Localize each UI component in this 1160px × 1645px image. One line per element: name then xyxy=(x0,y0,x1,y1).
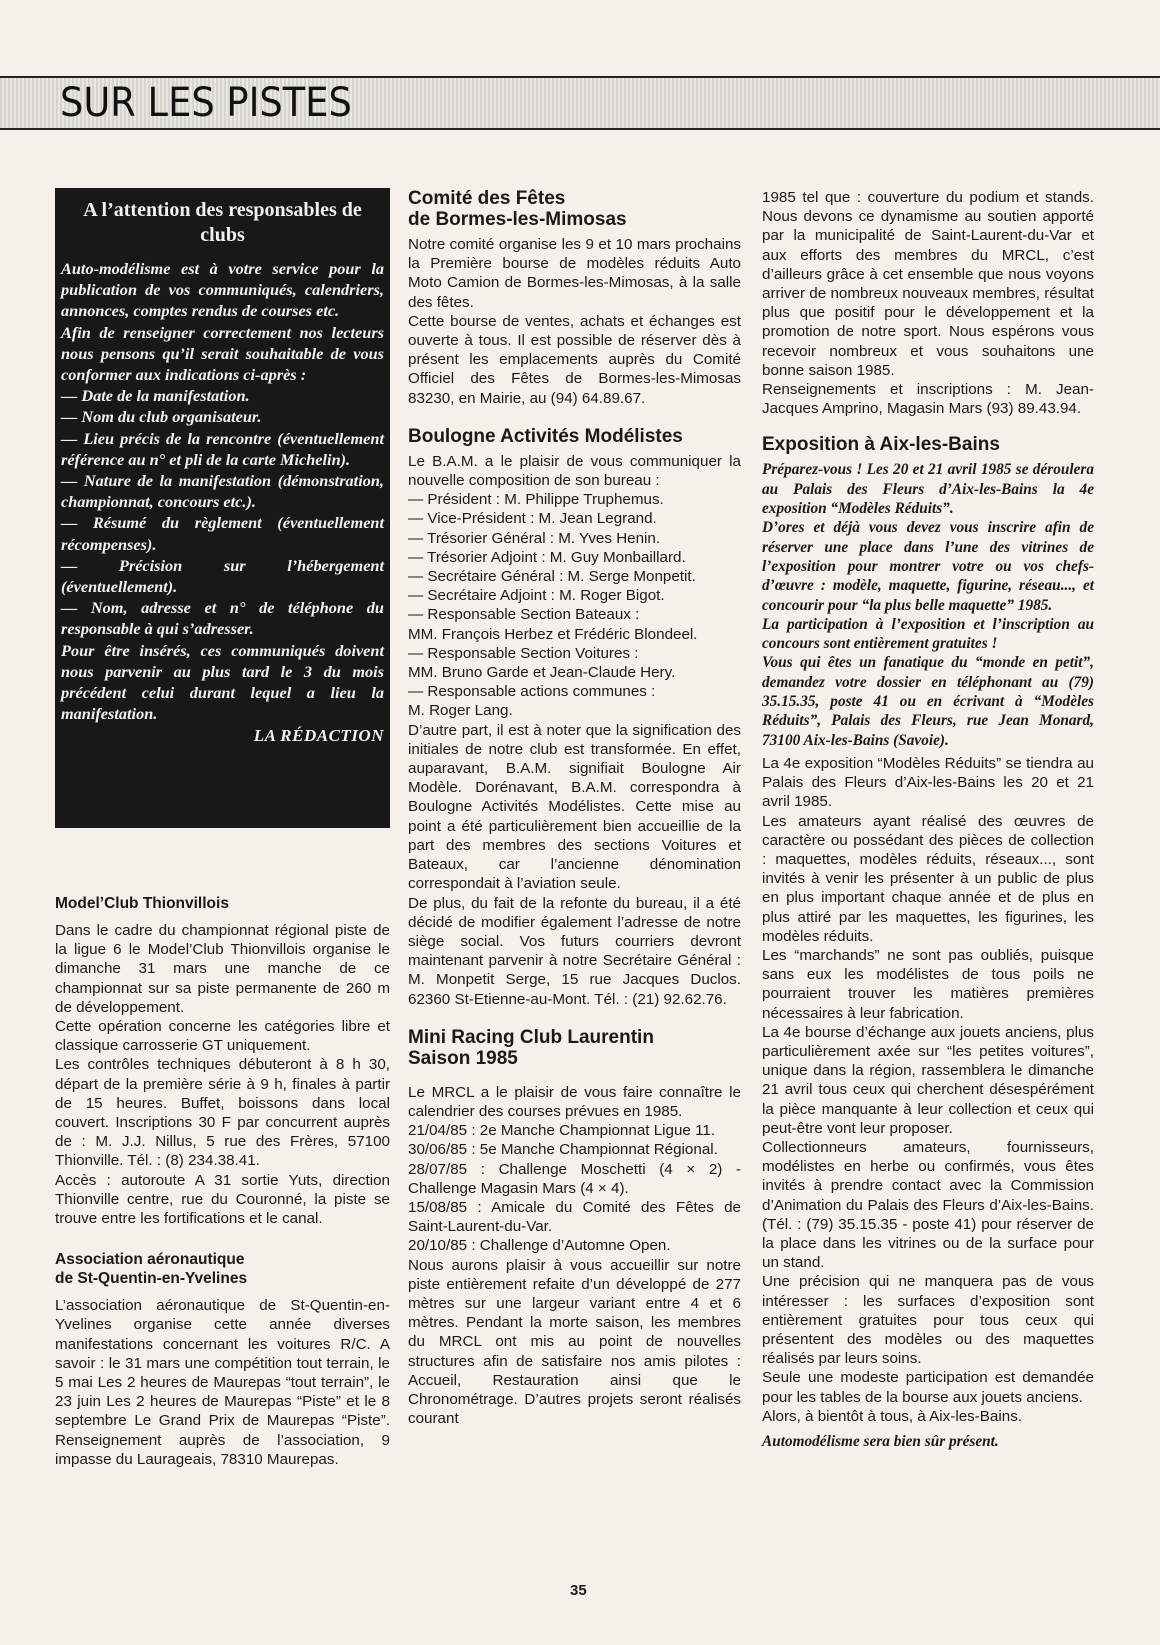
article-paragraph: Cette opération concerne les catégories libre et classique carrosserie GT uniquement. xyxy=(55,1018,390,1055)
list-item: MM. François Herbez et Frédéric Blondeel. xyxy=(408,625,698,643)
article-paragraph: Nous aurons plaisir à vous accueillir sur notre piste entièrement refaite d’un développé de 277 mètres sur une largeur variant entre 4 et 6 mètres. Pendant la morte saison, les membres du MRCL ont mis au point de nouvelles structures afin de satisfaire nos amis pilotes : Accueil, Restauration ainsi que le Chronométrage. D’autres projets seront réalisés courant xyxy=(408,1256,741,1428)
list-item: — Trésorier Général : M. Yves Henin. xyxy=(408,529,661,547)
article-paragraph: Les amateurs ayant réalisé des œuvres de caractère ou possédant des pièces de collection : maquettes, modèles réduits, réseaux..., sont invités à venir les présenter à un public de plus en plus important chaque année et de plus en plus attiré par les maquettes, les figurines, les modèles réduits. xyxy=(762,812,1094,945)
article-st-quentin xyxy=(55,1250,390,1469)
column-left xyxy=(55,188,390,1483)
notice-item: — Date de la manifestation. xyxy=(61,386,250,406)
notice-item: — Précision sur l’hébergement (éventuellement). xyxy=(61,555,384,597)
article-paragraph: Le MRCL a le plaisir de vous faire connaître le calendrier des courses prévues en 1985. xyxy=(408,1083,741,1120)
notice-item: — Nature de la manifestation (démonstration, championnat, concours etc.). xyxy=(61,471,384,512)
notice-paragraph: Afin de renseigner correctement nos lecteurs nous pensons qu’il serait souhaitable de vous conformer aux indications ci-après : xyxy=(61,322,384,385)
list-item: MM. Bruno Garde et Jean-Claude Hery. xyxy=(408,664,676,682)
article-paragraph: Une précision qui ne manquera pas de vous intéresser : les surfaces d’exposition sont entièrement gratuites pour tous ceux qui présentent des modèles ou des maquettes réalisés par leurs soins. xyxy=(762,1273,1094,1368)
calendar-entry: 20/10/85 : Challenge d’Automne Open. xyxy=(408,1237,671,1255)
notice-paragraph: Auto-modélisme est à votre service pour la publication de vos communiqués, calendriers, annonces, comptes rendus de courses etc. xyxy=(61,259,384,321)
article-closing: Automodélisme sera bien sûr présent. xyxy=(762,1433,999,1450)
article-paragraph: De plus, du fait de la refonte du bureau, il a été décidé de modifier également l’adresse de notre siège social. Vos futurs courriers devront maintenant parvenir à notre Secrétaire Général : M. Monpetit Serge, 15 rue Jacques Duclos. 62360 St-Etienne-au-Mont. Tél. : (21) 92.62.76. xyxy=(408,894,741,1008)
article-italic-paragraph: D’ores et déjà vous devez vous inscrire afin de réserver une place dans l’une des vitrines de l’exposition pour montrer votre ou vos chefs-d’œuvre : modèle, maquette, figurine, réseau..., et concourir pour “la plus belle maquette” 1985. xyxy=(762,519,1094,614)
article-italic-paragraph: La participation à l’exposition et l’inscription au concours sont entièrement gratuites ! xyxy=(762,615,1094,653)
notice-item: — Résumé du règlement (éventuellement récompenses). xyxy=(61,513,384,554)
article-heading: Saison 1985 xyxy=(408,1047,518,1069)
article-laurentin xyxy=(408,1027,741,1429)
list-item: — Secrétaire Adjoint : M. Roger Bigot. xyxy=(408,587,665,605)
article-paragraph: La 4e exposition “Modèles Réduits” se tiendra au Palais des Fleurs d’Aix-les-Bains les 20 et 21 avril 1985. xyxy=(762,754,1094,811)
article-paragraph: Le B.A.M. a le plaisir de vous communiquer la nouvelle composition de son bureau : xyxy=(408,452,741,490)
list-item: — Secrétaire Général : M. Serge Monpetit. xyxy=(408,568,696,586)
article-paragraph: Renseignements et inscriptions : M. Jean-Jacques Amprino, Magasin Mars (93) 89.43.94. xyxy=(762,381,1094,418)
article-heading: Boulogne Activités Modélistes xyxy=(408,425,683,447)
article-heading: Comité des Fêtes xyxy=(408,188,566,209)
article-heading: de St-Quentin-en-Yvelines xyxy=(55,1270,248,1288)
calendar-entry: 21/04/85 : 2e Manche Championnat Ligue 11. xyxy=(408,1122,716,1140)
article-paragraph: Notre comité organise les 9 et 10 mars prochains la Première bourse de modèles réduits Auto Moto Camion de Bormes-les-Mimosas, à la salle des fêtes. xyxy=(408,236,741,311)
notice-box xyxy=(55,188,390,828)
bureau-list xyxy=(408,490,741,720)
notice-paragraph: Pour être insérés, ces communiqués doivent nous parvenir au plus tard le 3 du mois précédent celui durant lequel a lieu la manifestation. xyxy=(61,640,384,724)
calendar-entry: 15/08/85 : Amicale du Comité des Fêtes de Saint-Laurent-du-Var. xyxy=(408,1198,741,1236)
article-laurentin-continued xyxy=(762,188,1094,418)
article-paragraph: L’association aéronautique de St-Quentin-en-Yvelines organise cette année diverses manifestations concernant les voitures R/C. A savoir : le 31 mars une compétition tout terrain, le 5 mai Les 2 heures de Maurepas “tout terrain”, le 23 juin Les 2 heures de Maurepas “Piste” et le 8 septembre Le Grand Prix de Maurepas “Piste”. Renseignement auprès de l’association, 9 impasse du Laurageais, 78310 Maurepas. xyxy=(55,1297,390,1468)
article-heading: Model’Club Thionvillois xyxy=(55,895,229,912)
article-paragraph: Accès : autoroute A 31 sortie Yuts, direction Thionville centre, rue du Couronné, la piste se trouve entre les fortifications et le canal. xyxy=(55,1171,390,1228)
section-header-band xyxy=(0,76,1160,130)
notice-signature: LA RÉDACTION xyxy=(253,726,384,746)
list-item: — Responsable Section Bateaux : xyxy=(408,606,640,624)
article-paragraph: Seule une modeste participation est demandée pour les tables de la bourse aux jouets anciens. xyxy=(762,1369,1094,1406)
article-paragraph: 1985 tel que : couverture du podium et stands. Nous devons ce dynamisme au soutien apporté par la municipalité de Saint-Laurent-du-Var et aux efforts des membres du MRCL, c’est d’ailleurs grâce à cet ensemble que nous voyons arriver de nombreux nouveaux membres, résultat plus que positif pour le développement et la promotion de notre sport. Nous espérons vous recevoir nombreux et vous souhaitons une bonne saison 1985. xyxy=(762,189,1094,379)
article-paragraph: Cette bourse de ventes, achats et échanges est ouverte à tous. Il est possible de réserver dès à présent les emplacements auprès du Comité Officiel des Fêtes de Bormes-les-Mimosas 83230, en Mairie, au (94) 64.89.67. xyxy=(408,312,741,407)
column-middle xyxy=(408,188,741,1442)
notice-item: — Nom, adresse et n° de téléphone du responsable à qui s’adresser. xyxy=(61,598,384,639)
article-bormes xyxy=(408,188,741,408)
list-item: — Trésorier Adjoint : M. Guy Monbaillard. xyxy=(408,548,686,566)
article-thionvillois xyxy=(55,894,390,1228)
article-heading: Exposition à Aix-les-Bains xyxy=(762,434,1000,456)
calendar-entry: 28/07/85 : Challenge Moschetti (4 × 2) - Challenge Magasin Mars (4 × 4). xyxy=(408,1160,741,1197)
section-title: SUR LES PISTES xyxy=(60,80,352,126)
notice-item: — Nom du club organisateur. xyxy=(61,407,262,427)
list-item: — Responsable Section Voitures : xyxy=(408,644,639,662)
page-number: 35 xyxy=(570,1582,587,1599)
notice-title: A l’attention des responsables de clubs xyxy=(83,199,362,246)
article-paragraph: Les contrôles techniques débuteront à 8 h 30, départ de la première série à 9 h, finales à partir de 15 heures. Buffet, boissons dans local couvert. Inscriptions 30 F par concurrent auprès de : M. J.J. Nillus, 5 rue des Frères, 57100 Thionville. Tél. : (8) 234.38.41. xyxy=(55,1056,390,1170)
article-paragraph: Les “marchands” ne sont pas oubliés, puisque sans eux les modélistes de tous poils ne pourraient trouver les matières premières nécessaires à leur fabrication. xyxy=(762,946,1094,1022)
article-heading: Association aéronautique xyxy=(55,1251,245,1269)
article-paragraph: Alors, à bientôt à tous, à Aix-les-Bains. xyxy=(762,1407,1023,1425)
article-paragraph: D’autre part, il est à noter que la signification des initiales de notre club est transformée. En effet, auparavant, B.A.M. signifiait Boulogne Air Modèle. Dorénavant, B.A.M. correspondra à Boulogne Activités Modélistes. Cette mise au point a été particulièrement bien accueillie de la part des membres des sections Voitures et Bateaux, car l’ancienne dénomination correspondait à l’aviation seule. xyxy=(408,721,741,893)
column-right xyxy=(762,188,1094,1465)
article-italic-paragraph: Préparez-vous ! Les 20 et 21 avril 1985 se déroulera au Palais des Fleurs d’Aix-les-Bains la 4e exposition “Modèles Réduits”. xyxy=(762,461,1094,518)
article-heading: Mini Racing Club Laurentin xyxy=(408,1026,654,1048)
article-aix xyxy=(762,434,1094,1451)
article-paragraph: Collectionneurs amateurs, fournisseurs, modélistes en herbe ou confirmés, vous êtes invités à prendre contact avec la Commission d’Animation du Palais des Fleurs d’Aix-les-Bains. (Tél. : (79) 35.15.35 - poste 41) pour réserver de la place dans les vitrines ou de la surface pour un stand. xyxy=(762,1138,1094,1272)
article-italic-paragraph: Vous qui êtes un fanatique du “monde en petit”, demandez votre dossier en téléphonant au (79) 35.15.35, poste 41 ou en écrivant à “Modèles Réduits”, Palais des Fleurs, rue Jean Monard, 73100 Aix-les-Bains (Savoie). xyxy=(762,654,1094,749)
list-item: M. Roger Lang. xyxy=(408,702,513,720)
calendar-entry: 30/06/85 : 5e Manche Championnat Régional. xyxy=(408,1141,718,1159)
list-item: — Responsable actions communes : xyxy=(408,683,656,701)
article-paragraph: La 4e bourse d’échange aux jouets anciens, plus particulièrement axée sur “les petites voitures”, unique dans la région, rassemblera le dimanche 21 avril tous ceux qui cherchent désespérément la pièce manquante à leur collection et ceux qui peut-être vont leur proposer. xyxy=(762,1023,1094,1137)
notice-item: — Lieu précis de la rencontre (éventuellement référence au n° et pli de la carte Michelin). xyxy=(61,428,384,469)
article-paragraph: Dans le cadre du championnat régional piste de la ligue 6 le Model’Club Thionvillois organise le dimanche 31 mars une manche de ce championnat sur sa piste permanente de 260 m de développement. xyxy=(55,922,390,1016)
article-heading: de Bormes-les-Mimosas xyxy=(408,209,627,230)
article-boulogne xyxy=(408,426,741,1009)
list-item: — Vice-Président : M. Jean Legrand. xyxy=(408,510,657,528)
list-item: — Président : M. Philippe Truphemus. xyxy=(408,491,664,509)
